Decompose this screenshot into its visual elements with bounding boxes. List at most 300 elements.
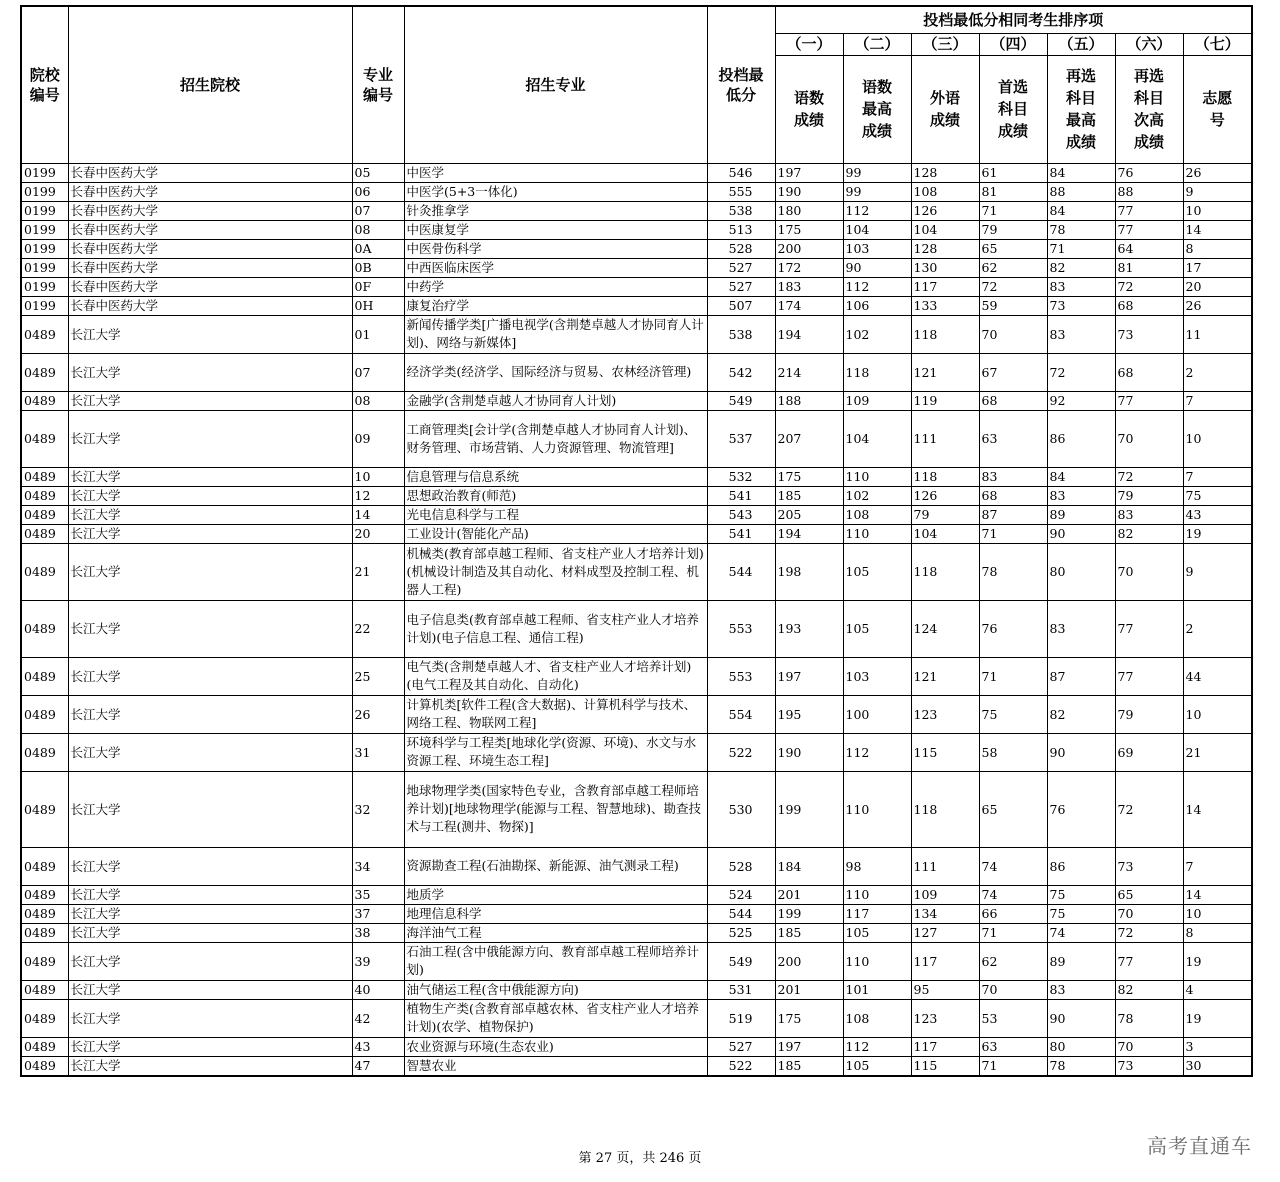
- table-row: [21, 220, 1252, 239]
- major-name-cell: 计算机类[软件工程(含大数据)、计算机科学与技术、网络工程、物联网工程]: [404, 695, 707, 733]
- school-name-cell: 长春中医药大学: [68, 163, 352, 182]
- major-code-cell: 08: [352, 220, 404, 239]
- rank-value-cell: 183: [775, 277, 843, 296]
- rank-value-cell: 110: [843, 524, 911, 543]
- rank-value-cell: 200: [775, 239, 843, 258]
- school-code-cell: 0199: [21, 182, 68, 201]
- min-score-cell: 541: [707, 524, 775, 543]
- min-score-cell: 528: [707, 239, 775, 258]
- rank-value-cell: 111: [911, 410, 979, 467]
- major-code-cell: 47: [352, 1056, 404, 1076]
- major-name-cell: 金融学(含荆楚卓越人才协同育人计划): [404, 391, 707, 410]
- rank-value-cell: 118: [911, 543, 979, 600]
- major-name-cell: 石油工程(含中俄能源方向、教育部卓越工程师培养计划): [404, 942, 707, 980]
- rank-value-cell: 77: [1115, 942, 1183, 980]
- school-name-cell: 长江大学: [68, 410, 352, 467]
- rank-value-cell: 78: [979, 543, 1047, 600]
- school-code-cell: 0489: [21, 942, 68, 980]
- page-number: 第 27 页，共 246 页: [578, 1151, 702, 1166]
- rank-value-cell: 110: [843, 467, 911, 486]
- major-code-cell: 38: [352, 923, 404, 942]
- table-row: [21, 771, 1252, 847]
- rank-value-cell: 83: [1047, 315, 1115, 353]
- rank-value-cell: 130: [911, 258, 979, 277]
- rank-value-cell: 199: [775, 904, 843, 923]
- admission-score-table: [20, 5, 1253, 1077]
- school-code-cell: 0199: [21, 163, 68, 182]
- rank-value-cell: 88: [1115, 182, 1183, 201]
- table-row: [21, 980, 1252, 999]
- school-name-cell: 长江大学: [68, 885, 352, 904]
- major-code-cell: 21: [352, 543, 404, 600]
- rank-value-cell: 74: [979, 885, 1047, 904]
- rank-value-cell: 72: [1115, 277, 1183, 296]
- header-tie-breaker-group: 投档最低分相同考生排序项: [775, 6, 1252, 33]
- min-score-cell: 531: [707, 980, 775, 999]
- school-name-cell: 长春中医药大学: [68, 182, 352, 201]
- rank-value-cell: 81: [1115, 258, 1183, 277]
- rank-value-cell: 117: [911, 942, 979, 980]
- rank-value-cell: 104: [911, 220, 979, 239]
- rank-value-cell: 104: [911, 524, 979, 543]
- school-name-cell: 长春中医药大学: [68, 239, 352, 258]
- rank-value-cell: 175: [775, 467, 843, 486]
- min-score-cell: 549: [707, 391, 775, 410]
- major-name-cell: 农业资源与环境(生态农业): [404, 1037, 707, 1056]
- rank-value-cell: 59: [979, 296, 1047, 315]
- rank-value-cell: 99: [843, 182, 911, 201]
- rank-value-cell: 73: [1115, 847, 1183, 885]
- rank-value-cell: 77: [1115, 600, 1183, 657]
- header-rank-name: 首选科目成绩: [979, 55, 1047, 163]
- rank-value-cell: 103: [843, 657, 911, 695]
- rank-value-cell: 2: [1183, 353, 1252, 391]
- major-code-cell: 26: [352, 695, 404, 733]
- rank-value-cell: 106: [843, 296, 911, 315]
- rank-value-cell: 90: [1047, 524, 1115, 543]
- school-code-cell: 0489: [21, 505, 68, 524]
- major-code-cell: 10: [352, 467, 404, 486]
- rank-value-cell: 87: [979, 505, 1047, 524]
- min-score-cell: 553: [707, 600, 775, 657]
- rank-value-cell: 30: [1183, 1056, 1252, 1076]
- rank-value-cell: 76: [1115, 163, 1183, 182]
- rank-value-cell: 70: [1115, 904, 1183, 923]
- major-name-cell: 中西医临床医学: [404, 258, 707, 277]
- rank-value-cell: 77: [1115, 220, 1183, 239]
- major-code-cell: 0F: [352, 277, 404, 296]
- rank-value-cell: 76: [1047, 771, 1115, 847]
- rank-value-cell: 80: [1047, 1037, 1115, 1056]
- table-row: [21, 1056, 1252, 1076]
- rank-value-cell: 121: [911, 353, 979, 391]
- school-code-cell: 0489: [21, 923, 68, 942]
- rank-value-cell: 95: [911, 980, 979, 999]
- min-score-cell: 530: [707, 771, 775, 847]
- major-code-cell: 01: [352, 315, 404, 353]
- rank-value-cell: 124: [911, 600, 979, 657]
- table-header: [21, 6, 1252, 163]
- header-rank-name: 语数成绩: [775, 55, 843, 163]
- rank-value-cell: 175: [775, 220, 843, 239]
- major-code-cell: 43: [352, 1037, 404, 1056]
- rank-value-cell: 110: [843, 942, 911, 980]
- rank-value-cell: 76: [979, 600, 1047, 657]
- rank-value-cell: 90: [1047, 733, 1115, 771]
- major-code-cell: 25: [352, 657, 404, 695]
- rank-value-cell: 118: [911, 771, 979, 847]
- min-score-cell: 527: [707, 1037, 775, 1056]
- rank-value-cell: 92: [1047, 391, 1115, 410]
- rank-value-cell: 108: [911, 182, 979, 201]
- major-name-cell: 资源勘查工程(石油勘探、新能源、油气测录工程): [404, 847, 707, 885]
- rank-value-cell: 79: [979, 220, 1047, 239]
- rank-value-cell: 9: [1183, 543, 1252, 600]
- major-name-cell: 机械类(教育部卓越工程师、省支柱产业人才培养计划)(机械设计制造及其自动化、材料成型及控制工程、机器人工程): [404, 543, 707, 600]
- rank-value-cell: 115: [911, 1056, 979, 1076]
- major-code-cell: 20: [352, 524, 404, 543]
- table-row: [21, 600, 1252, 657]
- rank-value-cell: 4: [1183, 980, 1252, 999]
- rank-value-cell: 89: [1047, 942, 1115, 980]
- major-name-cell: 地球物理学类(国家特色专业，含教育部卓越工程师培养计划)[地球物理学(能源与工程、智慧地球)、勘查技术与工程(测井、物探)]: [404, 771, 707, 847]
- rank-value-cell: 83: [1047, 600, 1115, 657]
- rank-value-cell: 72: [1115, 923, 1183, 942]
- table-row: [21, 467, 1252, 486]
- rank-value-cell: 78: [1047, 1056, 1115, 1076]
- rank-value-cell: 102: [843, 315, 911, 353]
- rank-value-cell: 78: [1047, 220, 1115, 239]
- table-row: [21, 904, 1252, 923]
- school-name-cell: 长春中医药大学: [68, 277, 352, 296]
- major-name-cell: 环境科学与工程类[地球化学(资源、环境)、水文与水资源工程、环境生态工程]: [404, 733, 707, 771]
- school-name-cell: 长江大学: [68, 600, 352, 657]
- rank-value-cell: 10: [1183, 695, 1252, 733]
- school-code-cell: 0489: [21, 885, 68, 904]
- major-code-cell: 31: [352, 733, 404, 771]
- table-row: [21, 277, 1252, 296]
- header-major-code: 专业编号: [352, 6, 404, 163]
- header-rank-label: （六）: [1115, 33, 1183, 55]
- rank-value-cell: 127: [911, 923, 979, 942]
- rank-value-cell: 79: [911, 505, 979, 524]
- rank-value-cell: 62: [979, 258, 1047, 277]
- header-rank-name: 志愿号: [1183, 55, 1252, 163]
- rank-value-cell: 100: [843, 695, 911, 733]
- rank-value-cell: 90: [843, 258, 911, 277]
- school-name-cell: 长春中医药大学: [68, 258, 352, 277]
- rank-value-cell: 71: [979, 923, 1047, 942]
- school-name-cell: 长江大学: [68, 543, 352, 600]
- major-code-cell: 0A: [352, 239, 404, 258]
- rank-value-cell: 71: [979, 657, 1047, 695]
- school-name-cell: 长江大学: [68, 524, 352, 543]
- rank-value-cell: 14: [1183, 220, 1252, 239]
- rank-value-cell: 86: [1047, 847, 1115, 885]
- rank-value-cell: 185: [775, 486, 843, 505]
- rank-value-cell: 20: [1183, 277, 1252, 296]
- min-score-cell: 538: [707, 315, 775, 353]
- table-row: [21, 847, 1252, 885]
- school-name-cell: 长春中医药大学: [68, 220, 352, 239]
- rank-value-cell: 67: [979, 353, 1047, 391]
- school-code-cell: 0489: [21, 353, 68, 391]
- rank-value-cell: 199: [775, 771, 843, 847]
- school-code-cell: 0489: [21, 315, 68, 353]
- min-score-cell: 554: [707, 695, 775, 733]
- min-score-cell: 525: [707, 923, 775, 942]
- rank-value-cell: 74: [1047, 923, 1115, 942]
- rank-value-cell: 105: [843, 600, 911, 657]
- header-rank-name: 再选科目最高成绩: [1047, 55, 1115, 163]
- school-name-cell: 长江大学: [68, 847, 352, 885]
- rank-value-cell: 101: [843, 980, 911, 999]
- table-row: [21, 486, 1252, 505]
- rank-value-cell: 117: [843, 904, 911, 923]
- school-code-cell: 0489: [21, 486, 68, 505]
- school-code-cell: 0489: [21, 1037, 68, 1056]
- rank-value-cell: 10: [1183, 201, 1252, 220]
- school-code-cell: 0489: [21, 847, 68, 885]
- rank-value-cell: 84: [1047, 467, 1115, 486]
- rank-value-cell: 9: [1183, 182, 1252, 201]
- major-name-cell: 植物生产类(含教育部卓越农林、省支柱产业人才培养计划)(农学、植物保护): [404, 999, 707, 1037]
- school-name-cell: 长江大学: [68, 980, 352, 999]
- rank-value-cell: 71: [979, 1056, 1047, 1076]
- major-code-cell: 06: [352, 182, 404, 201]
- rank-value-cell: 102: [843, 486, 911, 505]
- major-name-cell: 中医学(5+3一体化): [404, 182, 707, 201]
- header-rank-name: 语数最高成绩: [843, 55, 911, 163]
- rank-value-cell: 43: [1183, 505, 1252, 524]
- major-name-cell: 新闻传播学类[广播电视学(含荆楚卓越人才协同育人计划)、网络与新媒体]: [404, 315, 707, 353]
- table-row: [21, 239, 1252, 258]
- rank-value-cell: 80: [1047, 543, 1115, 600]
- header-school-name: 招生院校: [68, 6, 352, 163]
- rank-value-cell: 118: [911, 315, 979, 353]
- rank-value-cell: 104: [843, 410, 911, 467]
- rank-value-cell: 87: [1047, 657, 1115, 695]
- major-code-cell: 14: [352, 505, 404, 524]
- rank-value-cell: 105: [843, 543, 911, 600]
- rank-value-cell: 2: [1183, 600, 1252, 657]
- min-score-cell: 544: [707, 543, 775, 600]
- major-name-cell: 经济学类(经济学、国际经济与贸易、农林经济管理): [404, 353, 707, 391]
- rank-value-cell: 64: [1115, 239, 1183, 258]
- major-name-cell: 电气类(含荆楚卓越人才、省支柱产业人才培养计划)(电气工程及其自动化、自动化): [404, 657, 707, 695]
- school-name-cell: 长江大学: [68, 1056, 352, 1076]
- major-name-cell: 电子信息类(教育部卓越工程师、省支柱产业人才培养计划)(电子信息工程、通信工程): [404, 600, 707, 657]
- school-code-cell: 0199: [21, 201, 68, 220]
- rank-value-cell: 111: [911, 847, 979, 885]
- rank-value-cell: 70: [1115, 410, 1183, 467]
- rank-value-cell: 26: [1183, 163, 1252, 182]
- rank-value-cell: 19: [1183, 942, 1252, 980]
- school-name-cell: 长江大学: [68, 353, 352, 391]
- header-rank-label: （七）: [1183, 33, 1252, 55]
- school-name-cell: 长江大学: [68, 999, 352, 1037]
- rank-value-cell: 84: [1047, 163, 1115, 182]
- school-name-cell: 长江大学: [68, 1037, 352, 1056]
- major-name-cell: 信息管理与信息系统: [404, 467, 707, 486]
- school-code-cell: 0489: [21, 600, 68, 657]
- rank-value-cell: 214: [775, 353, 843, 391]
- major-name-cell: 海洋油气工程: [404, 923, 707, 942]
- rank-value-cell: 118: [911, 467, 979, 486]
- school-code-cell: 0199: [21, 220, 68, 239]
- min-score-cell: 522: [707, 1056, 775, 1076]
- rank-value-cell: 83: [1047, 980, 1115, 999]
- major-name-cell: 工商管理类[会计学(含荆楚卓越人才协同育人计划)、财务管理、市场营销、人力资源管理、物流管理]: [404, 410, 707, 467]
- rank-value-cell: 88: [1047, 182, 1115, 201]
- rank-value-cell: 190: [775, 182, 843, 201]
- table-row: [21, 163, 1252, 182]
- major-name-cell: 智慧农业: [404, 1056, 707, 1076]
- major-name-cell: 油气储运工程(含中俄能源方向): [404, 980, 707, 999]
- min-score-cell: 524: [707, 885, 775, 904]
- rank-value-cell: 134: [911, 904, 979, 923]
- rank-value-cell: 103: [843, 239, 911, 258]
- rank-value-cell: 66: [979, 904, 1047, 923]
- rank-value-cell: 72: [1047, 353, 1115, 391]
- rank-value-cell: 7: [1183, 847, 1252, 885]
- rank-value-cell: 58: [979, 733, 1047, 771]
- school-name-cell: 长江大学: [68, 733, 352, 771]
- rank-value-cell: 70: [1115, 543, 1183, 600]
- rank-value-cell: 61: [979, 163, 1047, 182]
- school-code-cell: 0489: [21, 904, 68, 923]
- rank-value-cell: 197: [775, 657, 843, 695]
- major-code-cell: 08: [352, 391, 404, 410]
- rank-value-cell: 89: [1047, 505, 1115, 524]
- major-name-cell: 针灸推拿学: [404, 201, 707, 220]
- rank-value-cell: 110: [843, 771, 911, 847]
- table-row: [21, 258, 1252, 277]
- rank-value-cell: 68: [979, 486, 1047, 505]
- rank-value-cell: 188: [775, 391, 843, 410]
- rank-value-cell: 14: [1183, 771, 1252, 847]
- rank-value-cell: 3: [1183, 1037, 1252, 1056]
- major-code-cell: 37: [352, 904, 404, 923]
- rank-value-cell: 75: [1047, 904, 1115, 923]
- table-row: [21, 353, 1252, 391]
- school-code-cell: 0489: [21, 467, 68, 486]
- rank-value-cell: 75: [1183, 486, 1252, 505]
- rank-value-cell: 63: [979, 1037, 1047, 1056]
- rank-value-cell: 118: [843, 353, 911, 391]
- major-name-cell: 中医康复学: [404, 220, 707, 239]
- table-body: [21, 163, 1252, 1076]
- rank-value-cell: 71: [1047, 239, 1115, 258]
- rank-value-cell: 185: [775, 1056, 843, 1076]
- rank-value-cell: 70: [1115, 1037, 1183, 1056]
- rank-value-cell: 198: [775, 543, 843, 600]
- rank-value-cell: 104: [843, 220, 911, 239]
- rank-value-cell: 71: [979, 201, 1047, 220]
- school-code-cell: 0489: [21, 657, 68, 695]
- major-code-cell: 09: [352, 410, 404, 467]
- rank-value-cell: 8: [1183, 239, 1252, 258]
- rank-value-cell: 112: [843, 201, 911, 220]
- rank-value-cell: 8: [1183, 923, 1252, 942]
- rank-value-cell: 112: [843, 277, 911, 296]
- min-score-cell: 532: [707, 467, 775, 486]
- major-code-cell: 0H: [352, 296, 404, 315]
- rank-value-cell: 10: [1183, 410, 1252, 467]
- rank-value-cell: 180: [775, 201, 843, 220]
- rank-value-cell: 65: [979, 771, 1047, 847]
- rank-value-cell: 83: [1047, 486, 1115, 505]
- min-score-cell: 555: [707, 182, 775, 201]
- rank-value-cell: 190: [775, 733, 843, 771]
- min-score-cell: 543: [707, 505, 775, 524]
- min-score-cell: 544: [707, 904, 775, 923]
- rank-value-cell: 185: [775, 923, 843, 942]
- major-code-cell: 32: [352, 771, 404, 847]
- header-rank-label: （一）: [775, 33, 843, 55]
- min-score-cell: 553: [707, 657, 775, 695]
- header-rank-label: （五）: [1047, 33, 1115, 55]
- table-row: [21, 657, 1252, 695]
- rank-value-cell: 201: [775, 885, 843, 904]
- major-name-cell: 思想政治教育(师范): [404, 486, 707, 505]
- school-name-cell: 长春中医药大学: [68, 296, 352, 315]
- rank-value-cell: 126: [911, 201, 979, 220]
- rank-value-cell: 72: [979, 277, 1047, 296]
- rank-value-cell: 62: [979, 942, 1047, 980]
- min-score-cell: 519: [707, 999, 775, 1037]
- min-score-cell: 527: [707, 258, 775, 277]
- school-code-cell: 0199: [21, 258, 68, 277]
- rank-value-cell: 109: [843, 391, 911, 410]
- rank-value-cell: 133: [911, 296, 979, 315]
- rank-value-cell: 63: [979, 410, 1047, 467]
- rank-value-cell: 126: [911, 486, 979, 505]
- rank-value-cell: 117: [911, 1037, 979, 1056]
- major-code-cell: 07: [352, 353, 404, 391]
- rank-value-cell: 105: [843, 1056, 911, 1076]
- rank-value-cell: 73: [1047, 296, 1115, 315]
- rank-value-cell: 90: [1047, 999, 1115, 1037]
- major-name-cell: 地理信息科学: [404, 904, 707, 923]
- rank-value-cell: 112: [843, 1037, 911, 1056]
- table-row: [21, 885, 1252, 904]
- table-row: [21, 391, 1252, 410]
- school-name-cell: 长江大学: [68, 315, 352, 353]
- rank-value-cell: 193: [775, 600, 843, 657]
- rank-value-cell: 19: [1183, 999, 1252, 1037]
- rank-value-cell: 82: [1047, 258, 1115, 277]
- rank-value-cell: 205: [775, 505, 843, 524]
- rank-value-cell: 128: [911, 163, 979, 182]
- school-code-cell: 0489: [21, 410, 68, 467]
- table-row: [21, 695, 1252, 733]
- rank-value-cell: 65: [1115, 885, 1183, 904]
- major-code-cell: 05: [352, 163, 404, 182]
- min-score-cell: 522: [707, 733, 775, 771]
- rank-value-cell: 70: [979, 315, 1047, 353]
- school-name-cell: 长江大学: [68, 923, 352, 942]
- min-score-cell: 538: [707, 201, 775, 220]
- school-code-cell: 0489: [21, 524, 68, 543]
- table-row: [21, 524, 1252, 543]
- rank-value-cell: 83: [979, 467, 1047, 486]
- rank-value-cell: 77: [1115, 201, 1183, 220]
- rank-value-cell: 53: [979, 999, 1047, 1037]
- major-name-cell: 康复治疗学: [404, 296, 707, 315]
- header-school-code: 院校编号: [21, 6, 68, 163]
- rank-value-cell: 207: [775, 410, 843, 467]
